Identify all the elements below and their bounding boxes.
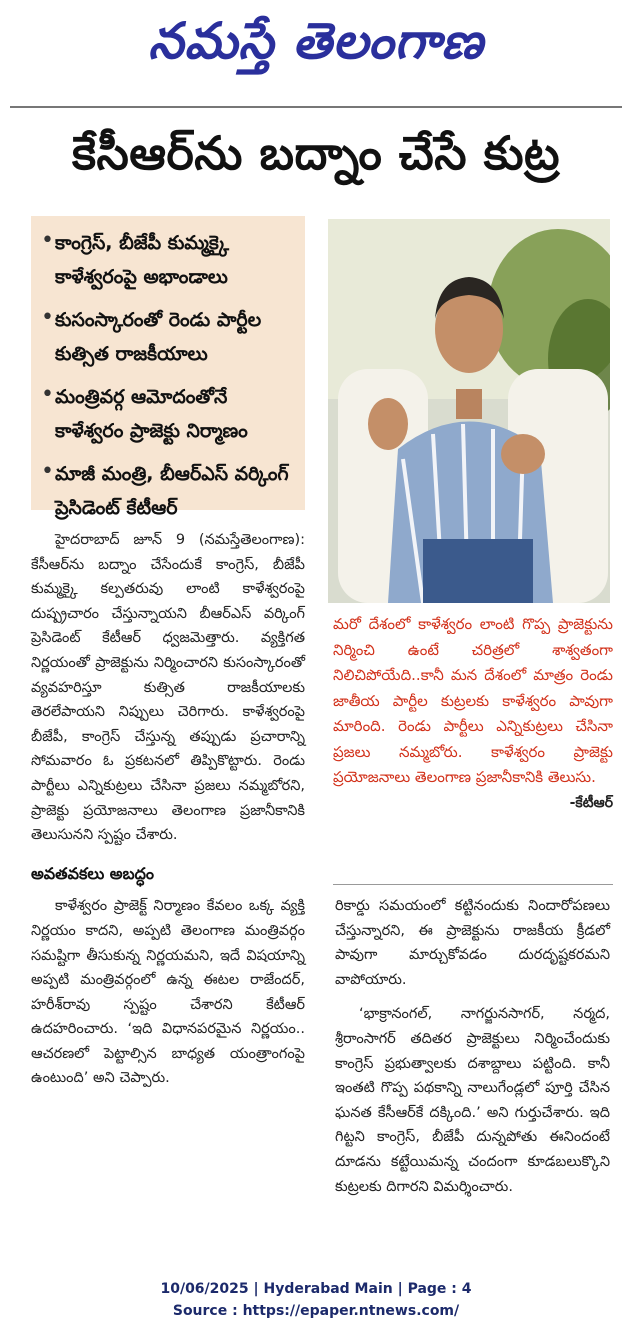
highlight-item: • మంత్రివర్గ ఆమోదంతోనే కాళేశ్వరం ప్రాజెక్టు నిర్మాణం <box>41 380 297 448</box>
pull-quote <box>333 612 613 814</box>
bullet-icon: • <box>41 459 54 484</box>
article-column-left <box>31 528 305 1091</box>
article-paragraph: ‘భాక్రానంగల్‌, నాగర్జునసాగర్‌, నర్మద, శ్రీరాంసాగర్‌ తదితర ప్రాజెక్టులు నిర్మించేందుకు కాంగ్రెస్‌ ప్రభుత్వాలకు దశాబ్దాలు పట్టింది. కానీ ఇంతటి గొప్ప పథకాన్ని నాలుగేండ్లలో పూర్తి చేసిన ఘనత కేసీఆర్‌కే దక్కింది.’ అని గుర్తుచేశారు. ఇది గిట్టని కాంగ్రెస్‌, బీజేపీ దున్నపోతు ఈనిందంటే దూడను కట్టేయిమన్న చందంగా కూడబలుక్కొని కుట్రలకు దిగారని విమర్శించారు. <box>335 1006 610 1195</box>
highlights-box <box>31 216 305 519</box>
top-rule <box>10 106 622 108</box>
quote-text: మరో దేశంలో కాళేశ్వరం లాంటి గొప్ప ప్రాజెక్టును నిర్మించి ఉంటే చరిత్రలో శాశ్వతంగా నిలిచిపోయేది..కానీ మన దేశంలో మాత్రం రెండు జాతీయ పార్టీల కుట్రలకు కాళేశ్వరం పావుగా మారింది. రెండు పార్టీలు ఎన్నికుట్రలు చేసినా ప్రజలు నమ్మబోరు. కాళేశ్వరం ప్రాజెక్టు ప్రయోజనాలు తెలంగాణ ప్రజానీకానికి తెలుసు. <box>333 615 613 786</box>
headline: కేసీఆర్‌ను బద్నాం చేసే కుట్ర <box>71 126 561 180</box>
bullet-icon: • <box>41 228 54 253</box>
article-subhead: అవతవకలు అబద్ధం <box>31 863 155 883</box>
masthead <box>0 0 632 92</box>
news-photo <box>328 219 610 603</box>
article-paragraph: రికార్డు సమయంలో కట్టినందుకు నిందారోపణలు చేస్తున్నారని, ఈ ప్రాజెక్టును రాజకీయ క్రీడలో పావుగా మార్చుకోవడం దురదృష్టకరమని వాపోయారు. <box>335 898 610 988</box>
article-paragraph: హైదరాబాద్‌ జూన్‌ 9 (నమస్తేతెలంగాణ): కేసీఆర్‌ను బద్నాం చేసేందుకే కాంగ్రెస్‌, బీజేపీ కుమ్మక్కై కల్పతరువు లాంటి కాళేశ్వరంపై దుష్ప్రచారం చేస్తున్నాయని బీఆర్‌ఎస్‌ వర్కింగ్‌ ప్రెసిడెంట్‌ కేటీఆర్‌ ధ్వజమెత్తారు. వ్యక్తిగత నిర్ణయంతో ప్రాజెక్టును నిర్మించారని కుసంస్కారంతో వ్యవహరిస్తూ కుత్సిత రాజకీయాలకు తెరలేపాయని నిప్పులు చెరిగారు. కాళేశ్వరంపై బీజేపీ, కాంగ్రెస్‌ చేస్తున్న తప్పుడు ప్రచారాన్ని సోమవారం ఓ ప్రకటనలో తిప్పికొట్టారు. రెండు పార్టీలు ఎన్నికుట్రలు చేసినా ప్రజలు నమ్మబోరని, ప్రాజెక్టు ప్రయోజనాలు తెలంగాణ ప్రజానీకానికి తెలుసునని స్పష్టం చేశారు. <box>31 532 305 844</box>
footer <box>0 1278 632 1322</box>
article-column-right <box>335 894 610 1199</box>
quote-divider <box>333 884 613 885</box>
bullet-icon: • <box>41 382 54 407</box>
highlight-item: • మాజీ మంత్రి, బీఆర్‌ఎస్‌ వర్కింగ్‌ ప్రెసిడెంట్‌ కేటీఆర్‌ <box>41 457 297 525</box>
article-paragraph: కాళేశ్వరం ప్రాజెక్ట్‌ నిర్మాణం కేవలం ఒక్క వ్యక్తి నిర్ణయం కాదని, అప్పటి తెలంగాణ మంత్రివర్గం సమష్టిగా తీసుకున్న నిర్ణయమని, ఇదే విషయాన్ని అప్పటి మంత్రివర్గంలో ఉన్న ఈటల రాజేందర్‌, హరీశ్‌రావు స్పష్టం చేశారని కేటీఆర్‌ ఉదహరించారు. ‘ఇది విధానపరమైన నిర్ణయం.. ఆచరణలో పెట్టాల్సిన బాధ్యత యంత్రాంగంపై ఉంటుంది’ అని చెప్పారు. <box>31 898 305 1087</box>
bullet-icon: • <box>41 305 54 330</box>
highlight-item: • కుసంస్కారంతో రెండు పార్టీల కుత్సిత రాజకీయాలు <box>41 303 297 371</box>
person-photo-illustration <box>328 219 610 603</box>
footer-source-link[interactable]: Source : https://epaper.ntnews.com/ <box>172 1303 460 1319</box>
newspaper-title: నమస్తే తెలంగాణ <box>148 12 484 70</box>
quote-byline: -కేటీఆర్‌ <box>569 794 613 811</box>
footer-date-edition: 10/06/2025 | Hyderabad Main | Page : 4 <box>160 1281 472 1297</box>
highlight-item: • కాంగ్రెస్‌, బీజేపీ కుమ్మక్కై కాళేశ్వరంపై అభాండాలు <box>41 226 297 294</box>
